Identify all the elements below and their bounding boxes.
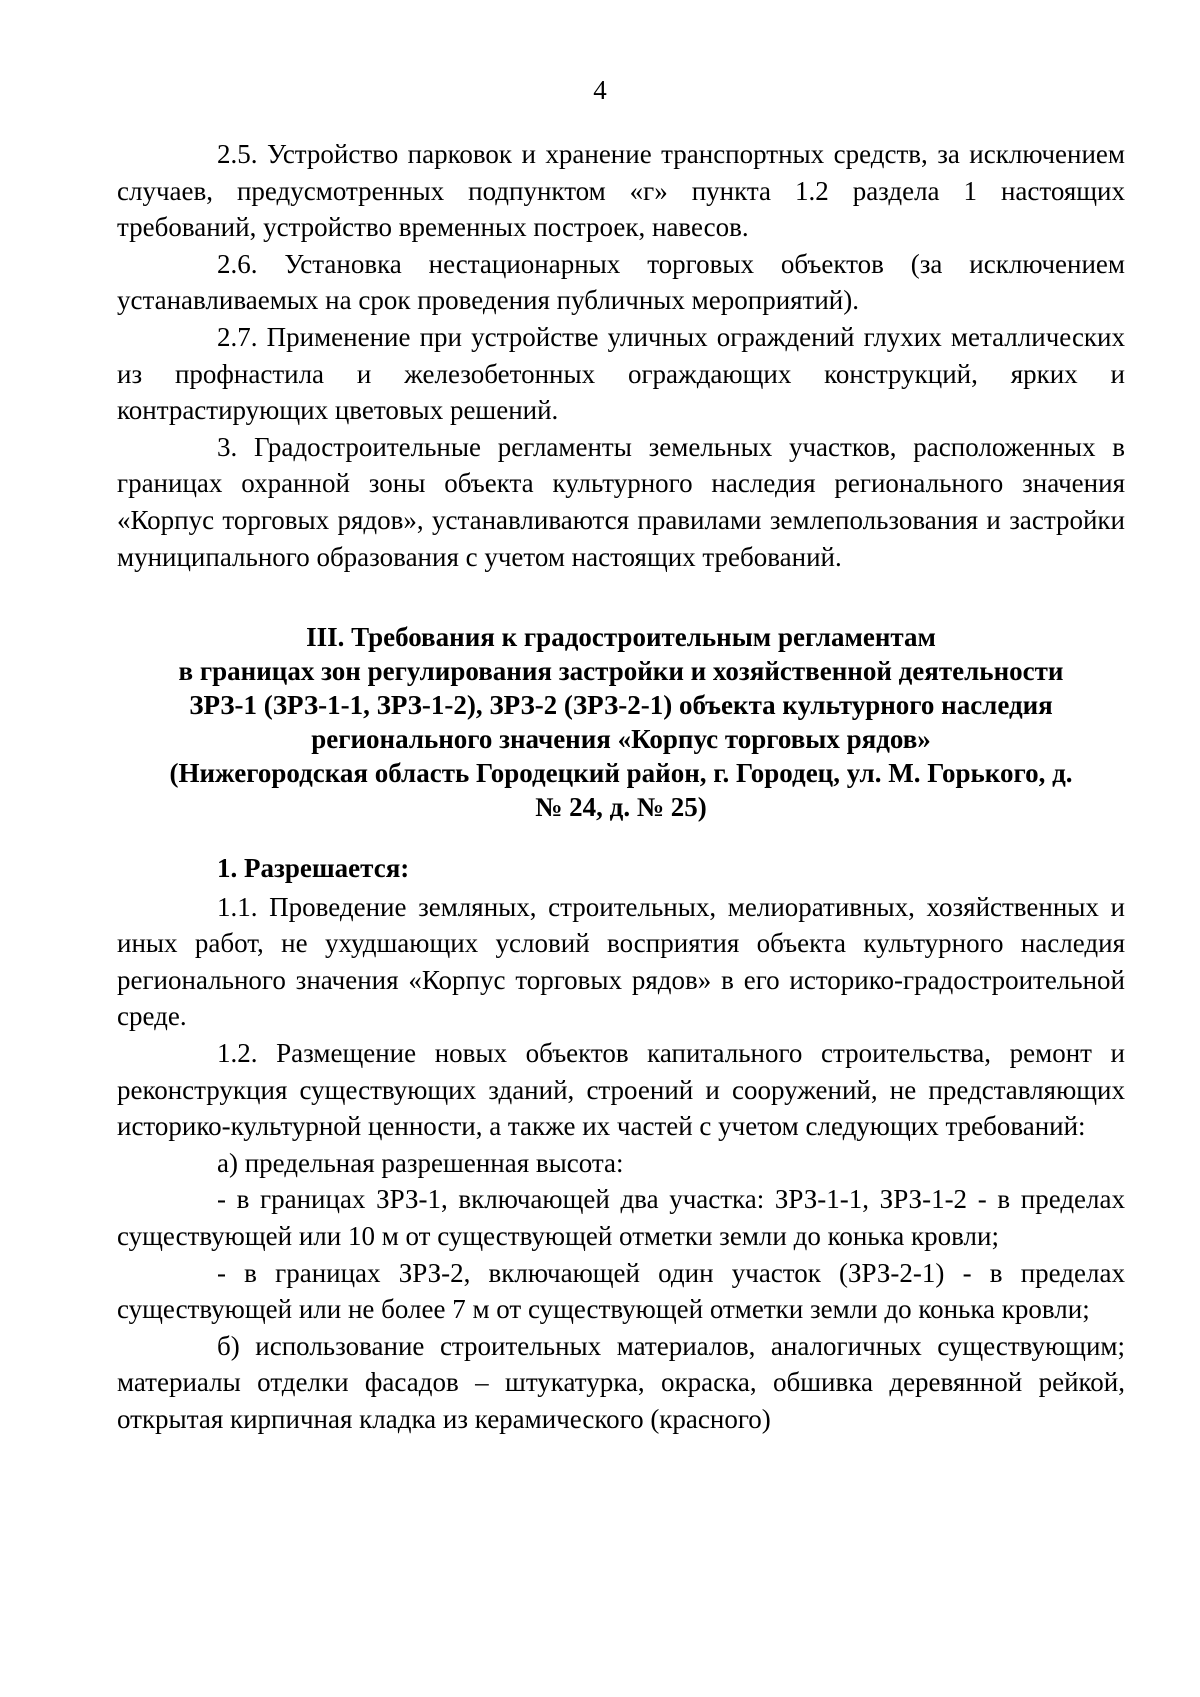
paragraph-2-5: 2.5. Устройство парковок и хранение транспортных средств, за исключением случаев, предусмотренных подпунктом «г» пункта 1.2 раздела 1 настоящих требований, устройство временных построек, навесов. [117, 139, 1125, 243]
section-2-continuation [117, 136, 1125, 575]
paragraph-a: а) предельная разрешенная высота: [217, 1147, 624, 1178]
paragraph-1-2: 1.2. Размещение новых объектов капитального строительства, ремонт и реконструкция существующих зданий, строений и сооружений, не представляющих историко-культурной ценности, а также их частей с учетом следующих требований: [117, 1037, 1125, 1142]
subheading-allowed: 1. Разрешается: [217, 853, 410, 883]
heading-line: (Нижегородская область Городецкий район, г. Городец, ул. М. Горького, д. [169, 758, 1073, 788]
heading-line: регионального значения «Корпус торговых рядов» [311, 724, 931, 754]
paragraph-zrz-1: - в границах ЗРЗ-1, включающей два участка: ЗРЗ-1-1, ЗРЗ-1-2 - в пределах существующей или 10 м от существующей отметки земли до конька кровли; [117, 1184, 1125, 1251]
heading-line: ЗРЗ-1 (ЗРЗ-1-1, ЗРЗ-1-2), ЗРЗ-2 (ЗРЗ-2-1) объекта культурного наследия [189, 690, 1053, 720]
section-3-heading [117, 620, 1125, 824]
paragraph-2-7: 2.7. Применение при устройстве уличных ограждений глухих металлических из профнастила и железобетонных ограждающих конструкций, ярких и контрастирующих цветовых решений. [117, 321, 1125, 426]
page-number: 4 [593, 75, 607, 105]
heading-line: в границах зон регулирования застройки и хозяйственной деятельности [178, 656, 1064, 686]
paragraph-b: б) использование строительных материалов, аналогичных существующим; материалы отделки фасадов – штукатурка, окраска, обшивка деревянной рейкой, открытая кирпичная кладка из керамического (красного) [117, 1330, 1125, 1434]
paragraph-3: 3. Градостроительные регламенты земельных участков, расположенных в границах охранной зоны объекта культурного наследия регионального значения «Корпус торговых рядов», устанавливаются правилами землепользования и застройки муниципального образования с учетом настоящих требований. [117, 431, 1125, 572]
paragraph-zrz-2: - в границах ЗРЗ-2, включающей один участок (ЗРЗ-2-1) - в пределах существующей или не более 7 м от существующей отметки земли до конька кровли; [117, 1257, 1125, 1325]
paragraph-1-1: 1.1. Проведение земляных, строительных, мелиоративных, хозяйственных и иных работ, не ухудшающих условий восприятия объекта культурного наследия регионального значения «Корпус торговых рядов» в его историко-градостроительной среде. [117, 891, 1125, 1032]
section-3-body [117, 850, 1125, 1438]
paragraph-2-6: 2.6. Установка нестационарных торговых объектов (за исключением устанавливаемых на срок проведения публичных мероприятий). [117, 248, 1125, 316]
heading-line: № 24, д. № 25) [535, 792, 707, 822]
heading-line: III. Требования к градостроительным регламентам [306, 622, 936, 652]
